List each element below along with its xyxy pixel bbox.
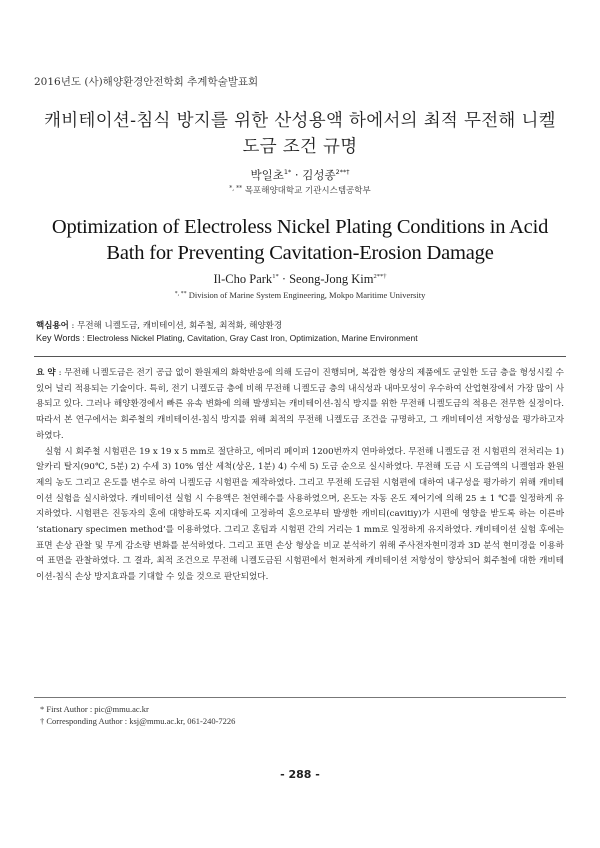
author-separator: · [291,168,303,182]
author-1-name: 박일초 [250,168,284,182]
english-affiliation [0,290,600,300]
abstract [36,366,564,586]
conference-header: 2016년도 (사)해양환경안전학회 추계학술발표회 [34,76,259,88]
page-number: - 288 - [280,768,320,781]
author-2-name: 김성종 [302,168,336,182]
footnote-corresponding-author: † Corresponding Author : ksj@mmu.ac.kr, 061-240-7226 [40,716,236,726]
korean-title: 캐비테이션-침식 방지를 위한 산성용액 하에서의 최적 무전해 니켈 도금 조건 규명 [44,111,556,157]
keywords-english [36,333,418,343]
author-1-mark: 1* [283,168,292,176]
affiliation-text: 목포해양대학교 기관시스템공학부 [242,186,371,196]
abstract-paragraph-2: 실험 시 회주철 시험편은 19 x 19 x 5 mm로 절단하고, 에머리 페이퍼 1200번까지 연마하였다. 무전해 니켈도금 전 시험편의 전처리는 1) 알카리 탈지(90℃, 5분) 2) 수세 3) 10% 염산 세척(상온, 1분) 4) 수세 5) 도금 순으로 실시하였다. 무전해 도금 시 도금액의 니켈염과 환원제의 농도 그리고 온도를 변수로 하여 니켈도금 시험편을 제작하였다. 그리고 무전해 도금된 시험편에 대하여 내구성을 평가하기 위해 캐비테이션 실험을 실시하였다. 캐비테이션 실험 시 수용액은 천연해수를 사용하였으며, 온도는 자동 온도 제어기에 의해 25 ± 1 ℃를 일정하게 유지하였다. 시험편은 진동자의 혼에 대향하도록 지지대에 고정하여 혼으로부터 발생한 캐비티(cavitiy)가 시편에 영향을 받도록 하는 이른바 ‘stationary specimen method’를 이용하였다. 그리고 혼팁과 시험편 간의 거리는 1 mm로 일정하게 유지하였다. 캐비테이션 실험 후에는 표면 손상 관찰 및 무게 감소량 변화를 분석하였다. 그리고 표면 손상 형상을 비교 분석하기 위해 주사전자현미경과 3D 분석 현미경을 이용하여 표면을 관찰하였다. 그 결과, 최적 조건으로 무전해 니켈도금된 시험편에서 현저하게 캐비테이션 저항성이 향상되어 회주철에 대한 캐비테이션-침식 손상 방지효과를 기대할 수 있을 것으로 판단되었다. [36,446,564,583]
keywords-korean-text: : 무전해 니켈도금, 캐비테이션, 회주철, 최적화, 해양환경 [68,321,283,331]
abstract-paragraph-1-text: : 무전해 니켈도금은 전기 공급 없이 환원제의 화학반응에 의해 도금이 진행되며, 복잡한 형상의 제품에도 균일한 도금 층을 형성시킬 수 있어 널리 적용되는 기술이다. 특히, 전기 니켈도금 층에 비해 무전해 니켈도금 층의 내식성과 내마모성이 우수하여 산업현장에서 가장 많이 사용되고 있다. 그러나 해양환경에서 빠른 유속 변화에 의해 발생되는 캐비테이션-침식 방지를 위한 무전해 니켈도금의 적용은 전무한 실정이다. 따라서 본 연구에서는 회주철의 캐비테이션-침식 방지를 위해 최적의 무전해 니켈도금 조건을 규명하고, 그 캐비테이션 저항성을 평가하고자 하였다. [36,368,564,441]
divider-footnotes [34,697,566,698]
keywords-english-text: : Electroless Nickel Plating, Cavitation, Gray Cast Iron, Optimization, Marine Environment [79,333,418,343]
english-authors [0,272,600,287]
author-1-mark-en: 1* [272,273,279,280]
keywords-korean-label: 핵심용어 [36,321,69,331]
english-title: Optimization of Electroless Nickel Plating Conditions in Acid Bath for Preventing Cavitation-Erosion Damage [51,216,549,264]
korean-authors [0,167,600,183]
author-separator-en: · [278,272,290,286]
author-2-mark-en: 2**† [373,273,387,280]
author-2-name-en: Seong-Jong Kim [289,272,374,286]
affiliation-mark: *, ** [229,185,243,192]
abstract-paragraph-1 [36,366,564,445]
abstract-label: 요 약 [36,368,56,378]
affiliation-mark-en: *, ** [174,291,187,297]
keywords-korean [36,319,282,331]
author-2-mark: 2**† [335,168,350,176]
keywords-english-label: Key Words [36,333,80,343]
korean-affiliation [0,184,600,196]
affiliation-text-en: Division of Marine System Engineering, Mokpo Maritime University [186,290,426,300]
footnote-first-author: * First Author : pic@mmu.ac.kr [40,704,149,714]
divider-top [34,356,566,357]
author-1-name-en: Il-Cho Park [213,272,273,286]
